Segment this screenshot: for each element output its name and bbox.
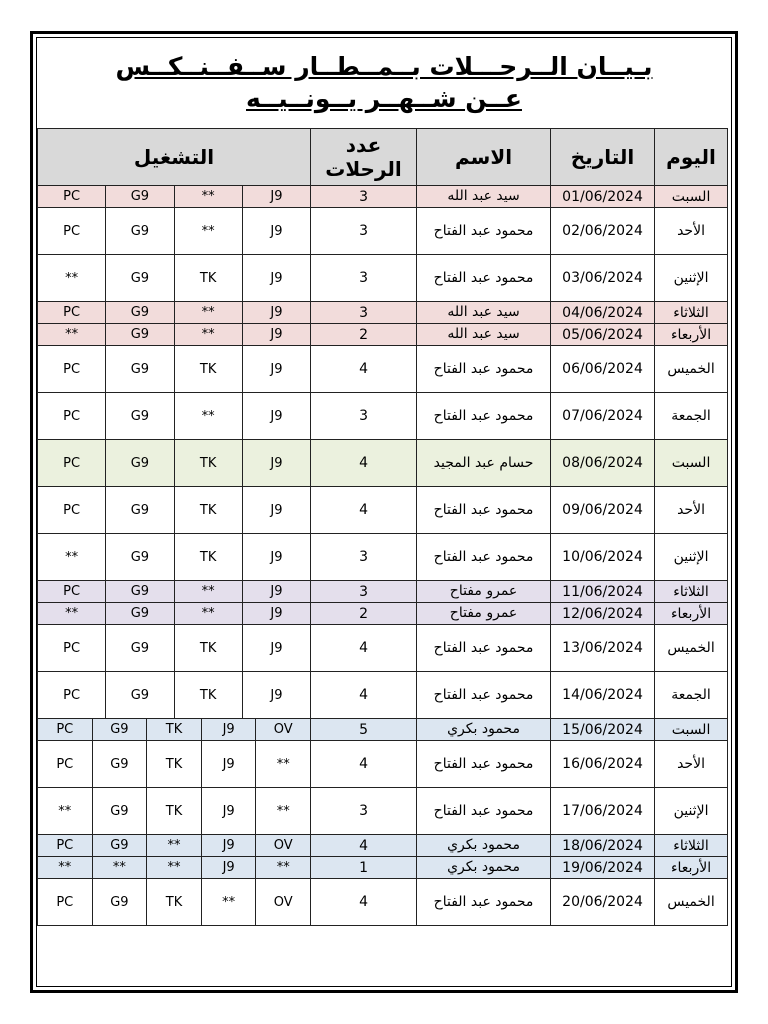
ops-code: ** [38, 788, 93, 834]
date-cell: 02/06/2024 [551, 208, 655, 255]
day-cell: السبت [655, 186, 728, 208]
ops-code: TK [147, 741, 202, 787]
page-title [37, 38, 731, 128]
trips-count: 3 [311, 186, 417, 208]
ops-code: G9 [93, 741, 148, 787]
ops-code: G9 [106, 302, 174, 323]
table-row [38, 186, 728, 208]
trips-count: 4 [311, 440, 417, 487]
ops-code: G9 [106, 672, 174, 718]
operator-name: محمود بكري [417, 835, 551, 857]
ops-cell [38, 672, 311, 719]
trips-count: 3 [311, 581, 417, 603]
ops-code: TK [175, 672, 243, 718]
date-cell: 12/06/2024 [551, 603, 655, 625]
ops-code: G9 [106, 440, 174, 486]
ops-cell [38, 255, 311, 302]
date-cell: 17/06/2024 [551, 788, 655, 835]
ops-cell [38, 879, 311, 926]
ops-code: TK [175, 625, 243, 671]
ops-code: ** [175, 302, 243, 323]
ops-code: TK [175, 487, 243, 533]
table-row [38, 603, 728, 625]
ops-code: ** [38, 857, 93, 878]
ops-cell [38, 440, 311, 487]
ops-code: PC [38, 719, 93, 740]
ops-code: PC [38, 440, 106, 486]
trips-count: 3 [311, 788, 417, 835]
ops-code: J9 [270, 270, 283, 286]
date-cell: 07/06/2024 [551, 393, 655, 440]
trips-count: 4 [311, 487, 417, 534]
ops-code: ** [93, 857, 148, 878]
operator-name: محمود بكري [417, 857, 551, 879]
trips-count: 4 [311, 741, 417, 788]
ops-cell [38, 487, 311, 534]
table-row [38, 393, 728, 440]
day-cell: الأحد [655, 741, 728, 788]
date-cell: 01/06/2024 [551, 186, 655, 208]
ops-code: J9 [270, 408, 283, 424]
ops-code: G9 [106, 534, 174, 580]
operator-name: محمود عبد الفتاح [417, 672, 551, 719]
ops-code: ** [175, 324, 243, 345]
trips-count: 4 [311, 835, 417, 857]
table-row [38, 857, 728, 879]
ops-code: J9 [202, 788, 257, 834]
ops-code: PC [38, 672, 106, 718]
ops-code: PC [38, 302, 106, 323]
ops-code: J9 [202, 741, 257, 787]
trips-count: 4 [311, 879, 417, 926]
day-cell: الثلاثاء [655, 581, 728, 603]
date-cell: 04/06/2024 [551, 302, 655, 324]
ops-code: TK [175, 534, 243, 580]
operator-name: سيد عبد الله [417, 186, 551, 208]
ops-code: G9 [106, 208, 174, 254]
ops-code: J9 [270, 584, 283, 599]
table-row [38, 440, 728, 487]
ops-code: J9 [270, 502, 283, 518]
ops-code: G9 [106, 603, 174, 624]
day-cell: الأربعاء [655, 603, 728, 625]
table-row [38, 581, 728, 603]
operator-name: محمود عبد الفتاح [417, 487, 551, 534]
ops-code: ** [175, 581, 243, 602]
ops-code: TK [147, 879, 202, 925]
ops-cell [38, 393, 311, 440]
table-row [38, 487, 728, 534]
day-cell: الخميس [655, 879, 728, 926]
ops-code: ** [175, 393, 243, 439]
ops-code: J9 [270, 361, 283, 377]
ops-cell [38, 788, 311, 835]
ops-code: G9 [93, 835, 148, 856]
day-cell: الخميس [655, 625, 728, 672]
ops-code: G9 [93, 788, 148, 834]
operator-name: محمود عبد الفتاح [417, 741, 551, 788]
ops-code: G9 [93, 879, 148, 925]
date-cell: 15/06/2024 [551, 719, 655, 741]
day-cell: السبت [655, 719, 728, 741]
operator-name: عمرو مفتاح [417, 603, 551, 625]
ops-code: ** [202, 879, 257, 925]
ops-cell [38, 719, 311, 741]
header-trips: عدد الرحلات [311, 129, 417, 186]
trips-count: 1 [311, 857, 417, 879]
date-cell: 05/06/2024 [551, 324, 655, 346]
day-cell: الإثنين [655, 534, 728, 581]
day-cell: الأربعاء [655, 857, 728, 879]
date-cell: 14/06/2024 [551, 672, 655, 719]
ops-code: J9 [270, 305, 283, 320]
ops-code: TK [175, 440, 243, 486]
ops-code: J9 [202, 835, 257, 856]
trips-count: 3 [311, 393, 417, 440]
ops-cell [38, 346, 311, 393]
table-header-row [38, 129, 728, 186]
date-cell: 08/06/2024 [551, 440, 655, 487]
day-cell: الإثنين [655, 255, 728, 302]
ops-cell [38, 835, 311, 857]
flights-table [37, 128, 728, 926]
day-cell: الأحد [655, 208, 728, 255]
day-cell: الثلاثاء [655, 835, 728, 857]
ops-code: TK [175, 255, 243, 301]
ops-code: OV [273, 722, 293, 737]
ops-code: G9 [106, 255, 174, 301]
ops-code: ** [175, 208, 243, 254]
ops-code: OV [273, 838, 293, 853]
ops-code: ** [175, 186, 243, 207]
ops-code: G9 [106, 581, 174, 602]
ops-cell [38, 625, 311, 672]
ops-code: ** [276, 860, 290, 875]
ops-code: J9 [202, 719, 257, 740]
date-cell: 16/06/2024 [551, 741, 655, 788]
operator-name: محمود عبد الفتاح [417, 534, 551, 581]
ops-code: G9 [106, 487, 174, 533]
ops-code: PC [38, 625, 106, 671]
ops-cell [38, 603, 311, 625]
ops-code: TK [175, 346, 243, 392]
day-cell: الجمعة [655, 672, 728, 719]
operator-name: محمود عبد الفتاح [417, 208, 551, 255]
date-cell: 10/06/2024 [551, 534, 655, 581]
ops-code: PC [38, 346, 106, 392]
trips-count: 4 [311, 672, 417, 719]
ops-code: ** [38, 603, 106, 624]
day-cell: الجمعة [655, 393, 728, 440]
date-cell: 20/06/2024 [551, 879, 655, 926]
ops-code: ** [147, 857, 202, 878]
ops-code: G9 [106, 186, 174, 207]
ops-code: PC [38, 581, 106, 602]
trips-count: 2 [311, 603, 417, 625]
operator-name: محمود بكري [417, 719, 551, 741]
ops-code: J9 [270, 687, 283, 703]
day-cell: الخميس [655, 346, 728, 393]
ops-cell [38, 302, 311, 324]
date-cell: 09/06/2024 [551, 487, 655, 534]
ops-code: ** [276, 756, 290, 772]
ops-code: PC [38, 393, 106, 439]
ops-cell [38, 741, 311, 788]
ops-code: G9 [106, 324, 174, 345]
trips-count: 4 [311, 625, 417, 672]
trips-count: 3 [311, 302, 417, 324]
ops-code: ** [276, 803, 290, 819]
ops-cell [38, 324, 311, 346]
ops-code: G9 [93, 719, 148, 740]
header-date: التاريخ [551, 129, 655, 186]
ops-code: ** [175, 603, 243, 624]
table-row [38, 788, 728, 835]
ops-code: PC [38, 186, 106, 207]
table-row [38, 346, 728, 393]
operator-name: محمود عبد الفتاح [417, 879, 551, 926]
day-cell: الإثنين [655, 788, 728, 835]
ops-code: J9 [270, 640, 283, 656]
ops-code: PC [38, 879, 93, 925]
header-name: الاسم [417, 129, 551, 186]
day-cell: الأحد [655, 487, 728, 534]
table-row [38, 534, 728, 581]
operator-name: عمرو مفتاح [417, 581, 551, 603]
table-row [38, 255, 728, 302]
table-row [38, 741, 728, 788]
trips-count: 3 [311, 208, 417, 255]
ops-code: ** [38, 255, 106, 301]
ops-cell [38, 186, 311, 208]
table-row [38, 208, 728, 255]
date-cell: 19/06/2024 [551, 857, 655, 879]
trips-count: 3 [311, 534, 417, 581]
ops-cell [38, 581, 311, 603]
ops-code: G9 [106, 346, 174, 392]
ops-code: ** [147, 835, 202, 856]
ops-code: G9 [106, 625, 174, 671]
ops-cell [38, 534, 311, 581]
day-cell: الأربعاء [655, 324, 728, 346]
table-row [38, 625, 728, 672]
ops-code: PC [38, 208, 106, 254]
operator-name: محمود عبد الفتاح [417, 393, 551, 440]
table-row [38, 719, 728, 741]
operator-name: محمود عبد الفتاح [417, 625, 551, 672]
date-cell: 03/06/2024 [551, 255, 655, 302]
ops-code: J9 [270, 223, 283, 239]
title-text: بـيــان الــرحـــلات بــمــطــار ســفــنــكــس عــن شــهــر يــونــيــه [115, 52, 653, 113]
table-row [38, 324, 728, 346]
operator-name: سيد عبد الله [417, 324, 551, 346]
ops-code: J9 [270, 455, 283, 471]
day-cell: السبت [655, 440, 728, 487]
ops-code: PC [38, 741, 93, 787]
ops-code: J9 [270, 189, 283, 204]
ops-cell [38, 208, 311, 255]
date-cell: 11/06/2024 [551, 581, 655, 603]
table-row [38, 302, 728, 324]
header-day: اليوم [655, 129, 728, 186]
ops-code: PC [38, 835, 93, 856]
ops-cell [38, 857, 311, 879]
trips-count: 3 [311, 255, 417, 302]
header-ops: التشغيل [38, 129, 311, 186]
ops-code: ** [38, 534, 106, 580]
ops-code: J9 [202, 857, 257, 878]
ops-code: J9 [270, 606, 283, 621]
ops-code: OV [273, 894, 293, 910]
operator-name: محمود عبد الفتاح [417, 255, 551, 302]
operator-name: سيد عبد الله [417, 302, 551, 324]
ops-code: PC [38, 487, 106, 533]
day-cell: الثلاثاء [655, 302, 728, 324]
ops-code: ** [38, 324, 106, 345]
ops-code: J9 [270, 549, 283, 565]
ops-code: TK [147, 719, 202, 740]
ops-code: TK [147, 788, 202, 834]
ops-code: J9 [270, 327, 283, 342]
table-row [38, 879, 728, 926]
date-cell: 06/06/2024 [551, 346, 655, 393]
date-cell: 18/06/2024 [551, 835, 655, 857]
trips-count: 2 [311, 324, 417, 346]
table-row [38, 835, 728, 857]
trips-count: 5 [311, 719, 417, 741]
trips-count: 4 [311, 346, 417, 393]
ops-code: G9 [106, 393, 174, 439]
date-cell: 13/06/2024 [551, 625, 655, 672]
operator-name: محمود عبد الفتاح [417, 788, 551, 835]
operator-name: محمود عبد الفتاح [417, 346, 551, 393]
table-row [38, 672, 728, 719]
operator-name: حسام عبد المجيد [417, 440, 551, 487]
